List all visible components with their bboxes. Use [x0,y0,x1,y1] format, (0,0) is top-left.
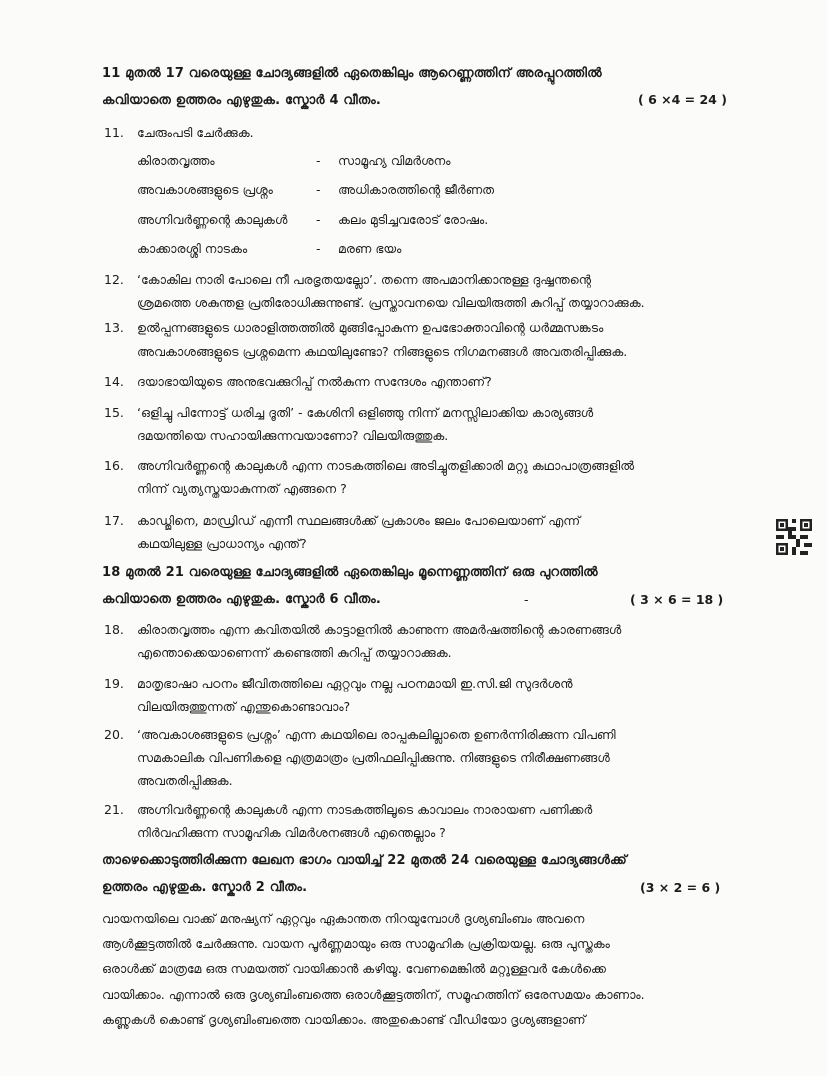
question-number-21: 21. [104,802,124,817]
match-left-2: അവകാശങ്ങളുടെ പ്രശ്നം [137,182,273,197]
question-13-line2: അവകാശങ്ങളുടെ പ്രശ്നമെന്ന കഥയിലുണ്ടോ? നിങ്ങളുടെ നിഗമനങ്ങൾ അവതരിപ്പിക്കുക. [137,344,628,359]
question-12-line1: ‘കോകില നാരി പോലെ നീ പരഭൃതയല്ലോ’. തന്നെ അപമാനിക്കാനുള്ള ദുഷ്ഷന്തന്റെ [137,272,592,287]
section2-dash: - [524,592,529,607]
question-20-line1: ‘അവകാശങ്ങളുടെ പ്രശ്നം’ എന്ന കഥയിലെ രാപ്പകലില്ലാതെ ഉണർന്നിരിക്കുന്ന വിപണി [137,727,616,742]
question-20-line3: അവതരിപ്പിക്കുക. [137,773,233,788]
passage-line-1: വായനയിലെ വാക്ക് മനുഷ്യന് ഏറ്റവും ഏകാന്തത നിറയുമ്പോൾ ദൃശ്യബിംബം അവനെ [102,911,585,926]
question-17-line2: കഥയിലുള്ള പ്രാധാന്യം എന്ത്? [137,536,307,551]
question-15-line1: ‘ഒളിച്ചു പിന്നോട്ട് ധരിച്ച ദൂതി’ - കേശിനി ഒളിഞ്ഞു നിന്ന് മനസ്സിലാക്കിയ കാര്യങ്ങൾ [137,405,594,420]
question-number-19: 19. [104,676,124,691]
section3-marks: (3 × 2 = 6 ) [640,880,721,895]
match-right-3: കലം മുടിച്ചവരോട് രോഷം. [338,212,489,227]
match-dash-1: - [316,153,321,168]
question-20-line2: സമകാലിക വിപണികളെ എത്രമാത്രം പ്രതിഫലിപ്പിക്കുന്നു. നിങ്ങളുടെ നിരീക്ഷണങ്ങൾ [137,750,610,765]
section1-instruction-line1: 11 മുതൽ 17 വരെയുള്ള ചോദ്യങ്ങളിൽ ഏതെങ്കിലും ആറെണ്ണത്തിന് അരപ്പുറത്തിൽ [102,66,602,81]
section2-instruction-line2: കവിയാതെ ഉത്തരം എഴുതുക. സ്കോർ 6 വീതം. [102,592,382,607]
question-number-11: 11. [104,125,124,140]
question-16-line1: അഗ്നിവർണ്ണന്റെ കാലുകൾ എന്ന നാടകത്തിലെ അടിച്ചുതളിക്കാരി മറ്റു കഥാപാത്രങ്ങളിൽ [137,458,635,473]
question-number-12: 12. [104,272,124,287]
question-12-line2: ശ്രമത്തെ ശകുന്തള പ്രതിരോധിക്കുന്നുണ്ട്. പ്രസ്താവനയെ വിലയിരുത്തി കുറിപ്പ് തയ്യാറാക്കുക. [137,295,645,310]
question-number-18: 18. [104,622,124,637]
question-number-15: 15. [104,405,124,420]
passage-line-4: വായിക്കാം. എന്നാൽ ഒരു ദൃശ്യബിംബത്തെ ഒരാൾക്കൂട്ടത്തിന്, സമൂഹത്തിന് ഒരേസമയം കാണാം. [102,987,645,1002]
question-11-text: ചേരുംപടി ചേർക്കുക. [137,125,254,140]
question-number-13: 13. [104,320,124,335]
section2-instruction-line1: 18 മുതൽ 21 വരെയുള്ള ചോദ്യങ്ങളിൽ ഏതെങ്കിലും മൂന്നെണ്ണത്തിന് ഒരു പുറത്തിൽ [102,565,598,580]
match-dash-3: - [316,212,321,227]
question-13-line1: ഉൽപ്പന്നങ്ങളുടെ ധാരാളിത്തത്തിൽ മുങ്ങിപ്പോകുന്ന ഉപഭോക്താവിന്റെ ധർമ്മസങ്കടം [137,320,604,335]
question-number-14: 14. [104,374,124,389]
question-14-line1: ദയാഭായിയുടെ അനുഭവക്കുറിപ്പ് നൽകുന്ന സന്ദേശം എന്താണ്? [137,374,492,389]
question-16-line2: നിന്ന് വ്യത്യസ്തയാകുന്നത് എങ്ങനെ ? [137,481,347,496]
question-18-line2: എന്തൊക്കെയാണെന്ന് കണ്ടെത്തി കുറിപ്പ് തയ്യാറാക്കുക. [137,645,452,660]
match-left-4: കാക്കാരശ്ശി നാടകം [137,241,248,256]
section1-instruction-line2: കവിയാതെ ഉത്തരം എഴുതുക. സ്കോർ 4 വീതം. [102,93,382,108]
section2-marks: ( 3 × 6 = 18 ) [630,592,724,607]
match-left-3: അഗ്നിവർണ്ണന്റെ കാലുകൾ [137,212,288,227]
question-21-line1: അഗ്നിവർണ്ണന്റെ കാലുകൾ എന്ന നാടകത്തിലൂടെ കാവാലം നാരായണ പണിക്കർ [137,802,593,817]
question-15-line2: ദമയന്തിയെ സഹായിക്കുന്നവയാണോ? വിലയിരുത്തുക. [137,428,449,443]
question-17-line1: കാഡ്ജിനെ, മാഡ്രിഡ് എന്നീ സ്ഥലങ്ങൾക്ക് പ്രകാശം ജലം പോലെയാണ് എന്ന് [137,513,581,528]
question-number-16: 16. [104,458,124,473]
section1-marks: ( 6 ×4 = 24 ) [638,92,727,107]
match-right-2: അധികാരത്തിന്റെ ജീർണത [338,182,495,197]
section3-instruction-line1: താഴെക്കൊടുത്തിരിക്കുന്ന ലേഖന ഭാഗം വായിച്ച് 22 മുതൽ 24 വരെയുള്ള ചോദ്യങ്ങൾക്ക് [102,853,627,868]
passage-line-2: ആൾക്കൂട്ടത്തിൽ ചേർക്കുന്നു. വായന പൂർണ്ണമായും ഒരു സാമൂഹിക പ്രക്രിയയല്ല. ഒരു പുസ്തകം [102,936,610,951]
match-right-4: മരണ ഭയം [338,241,402,256]
question-number-20: 20. [104,727,124,742]
match-dash-2: - [316,182,321,197]
qr-code-icon [776,519,812,555]
question-19-line2: വിലയിരുത്തുന്നത് എന്തുകൊണ്ടാവാം? [137,699,351,714]
section3-instruction-line2: ഉത്തരം എഴുതുക. സ്കോർ 2 വീതം. [102,880,308,895]
question-18-line1: കിരാതവൃത്തം എന്ന കവിതയിൽ കാട്ടാളനിൽ കാണുന്ന അമർഷത്തിന്റെ കാരണങ്ങൾ [137,622,622,637]
passage-line-3: ഒരാൾക്ക് മാത്രമേ ഒരു സമയത്ത് വായിക്കാൻ കഴിയൂ. വേണമെങ്കിൽ മറ്റുള്ളവർ കേൾക്കെ [102,961,606,976]
match-dash-4: - [316,241,321,256]
match-left-1: കിരാതവൃത്തം [137,153,215,168]
question-number-17: 17. [104,513,124,528]
question-21-line2: നിർവഹിക്കുന്ന സാമൂഹിക വിമർശനങ്ങൾ എന്തെല്ലാം ? [137,825,446,840]
match-right-1: സാമൂഹ്യ വിമർശനം [338,153,451,168]
question-19-line1: മാതൃഭാഷാ പഠനം ജീവിതത്തിലെ ഏറ്റവും നല്ല പഠനമായി ഇ.സി.ജി സുദർശൻ [137,676,573,691]
passage-line-5: കണ്ണുകൾ കൊണ്ട് ദൃശ്യബിംബത്തെ വായിക്കാം. അതുകൊണ്ട് വീഡിയോ ദൃശ്യങ്ങളാണ് [102,1012,586,1027]
